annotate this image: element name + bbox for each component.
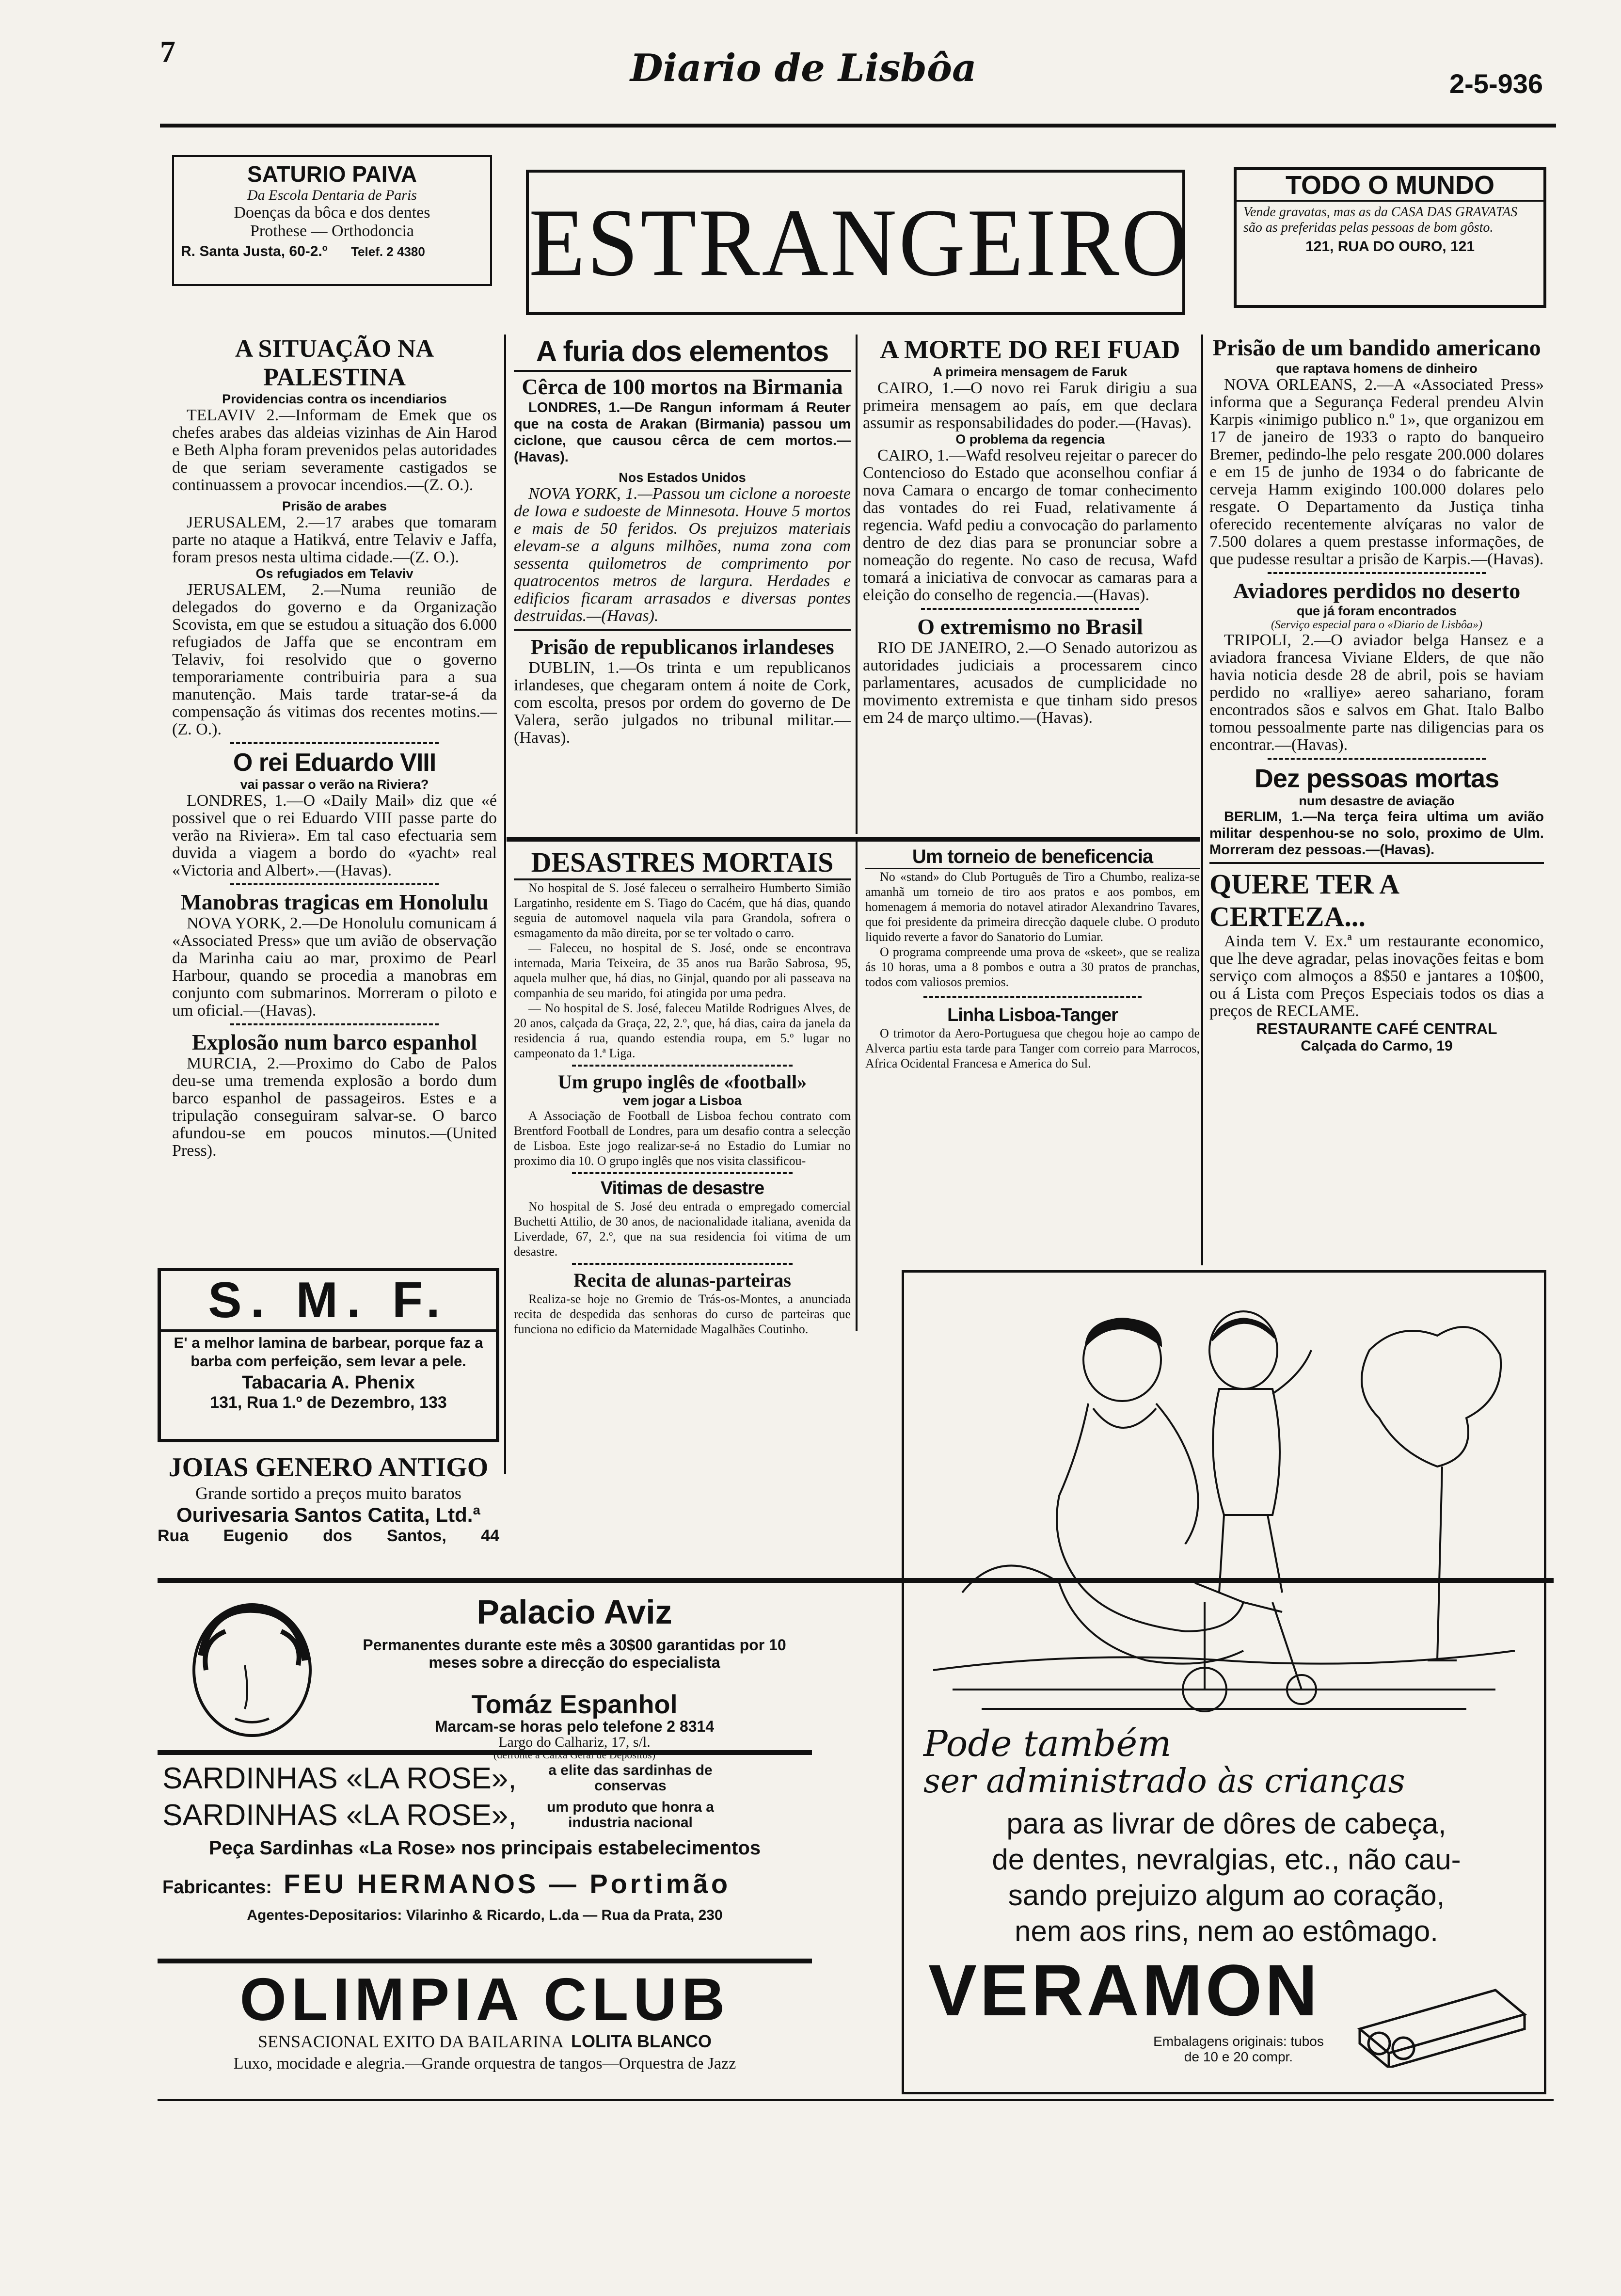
article-headline: Aviadores perdidos no deserto: [1233, 578, 1521, 603]
ad-brand: SARDINHAS «LA ROSE»,: [162, 1798, 517, 1832]
ad-line: de dentes, nevralgias, etc., não cau-: [992, 1843, 1461, 1876]
ad-text: Luxo, mocidade e alegria.—Grande orquestra de tangos—Orquestra de Jazz: [233, 2055, 736, 2073]
article-text: NOVA YORK, 2.—De Honolulu comunicam á «Associated Press» que um avião de observação da Marinha caiu ao mar, proximo de Pearl Harbour, quando se procedia a manobras em conjunto com submarinos. Morreram o piloto e um oficial.—(Havas).: [172, 914, 497, 1020]
ad-veramon: [902, 1270, 1546, 2094]
veramon-package-icon: [1350, 1971, 1534, 2068]
ad-line: Prothese — Orthodoncia: [250, 222, 414, 240]
article-headline: Linha Lisboa-Tanger: [947, 1005, 1118, 1025]
article-subhead: Os refugiados em Telaviv: [255, 566, 413, 581]
column-rule: [856, 841, 858, 1331]
ad-sardinhas-la-rose: [162, 1760, 807, 1954]
column-1: [172, 335, 497, 1160]
article-text: NOVA ORLEANS, 2.—A «Associated Press» informa que a Segurança Federal prendeu Alvin Karpis «inimigo publico n.º 1», que organizou em 17 de janeiro de 1933 o rapto do banqueiro Bremer, pedindo-lhe pelo resgate 200.000 dolares e em 15 de junho de 1934 o do fabricante de cerveja Hamm exigindo 100.000 dolares pelo resgate. O Departamento da Justiça tinha oferecido recentemente alvíçaras no valor de 7.500 dolares a quem prestasse informações, de que pudesse resultar a prisão de Karpis.—(Havas).: [1209, 376, 1544, 568]
article-text: No «stand» do Club Português de Tiro a Chumbo, realiza-se amanhã um torneio de tiro aos pratos e aos pombos, em homenagem á memoria do notavel atirador Alexandrino Tavares, que foi presidente da primeira direcção daquele clube. O produto liquido reverte a favor do Sanatorio do Lumiar.: [865, 870, 1200, 944]
article-text: JERUSALEM, 2.—Numa reunião de delegados do governo e da Organização Scovista, em que se estudou a situação dos 6.000 refugiados de Jaffa que se encontram em Telaviv, foi resolvido que o governo temporariamente contribuiria para a sua manutenção. Mais tarde tratar-se-á da compensação ás vitimas dos recentes motins.—(Z. O.).: [172, 581, 497, 738]
decorative-rule: [507, 837, 1200, 842]
article-subhead: vem jogar a Lisboa: [623, 1093, 742, 1108]
middle-right: [865, 846, 1200, 1071]
ad-joias: [158, 1452, 499, 1546]
article-headline: Um grupo inglês de «football»: [557, 1071, 807, 1093]
article-subhead: Providencias contra os incendiarios: [222, 392, 447, 406]
article-headline: Cêrca de 100 mortos na Birmania: [522, 374, 843, 399]
ad-note: (defronte a Caixa Geral de Depositos): [493, 1749, 656, 1761]
article-text: DUBLIN, 1.—Os trinta e um republicanos irlandeses, que chegaram ontem á noite de Cork, com escolta, presos por ordem do governo de De Valera, serão julgados no tribunal militar.—(Havas).: [514, 659, 851, 747]
article-headline: Prisão de um bandido americano: [1212, 335, 1541, 361]
ad-text: E' a melhor lamina de barbear, porque faz a barba com perfeição, sem levar a pele.: [174, 1334, 483, 1370]
mother-child-illustration: [933, 1292, 1515, 1728]
article-text: TRIPOLI, 2.—O aviador belga Hansez e a aviadora francesa Viviane Elders, de que não havia noticia desde 28 de abril, pois se haviam perdido no «ralliye» aereo sahariano, foram encontrados sãos e salvos em Ghat. Italo Balbo tomou pessoalmente parte nas diligencias para os encontrar.—(Havas).: [1209, 631, 1544, 754]
ad-dancer: LOLITA BLANCO: [571, 2031, 712, 2051]
ad-address: 131, Rua 1.º de Dezembro, 133: [210, 1393, 447, 1412]
column-3: [863, 335, 1197, 727]
page-number: 7: [160, 34, 175, 69]
article-text: O programa compreende uma prova de «skeet», que se realiza ás 10 horas, uma a 8 pombos e outra a 30 pratos de pranchas, todos com valiosos premios.: [865, 945, 1200, 989]
middle-left: [514, 846, 851, 1337]
article-text: No hospital de S. José faleceu o serralheiro Humberto Simião Largatinho, residente em S. Tiago do Cacém, que há dias, quando seguia de automovel naquela vila para Grandola, sofrera o esmagamento da mão direita, por se ter voltado o carro.: [514, 881, 851, 940]
ad-text: Permanentes durante este mês a 30$00 garantidas por 10 meses sobre a direcção do especialista: [363, 1636, 786, 1671]
ad-tagline: um produto que honra a industria nacional: [547, 1799, 714, 1831]
article-headline: O extremismo no Brasil: [917, 614, 1143, 639]
article-headline: Vitimas de desastre: [600, 1178, 764, 1198]
article-headline: Recita de alunas-parteiras: [573, 1269, 791, 1291]
article-text: O trimotor da Aero-Portuguesa que chegou hoje ao campo de Alverca partiu esta tarde para Tanger com correio para Marrocos, Africa Ocidental Francesa e America do Sul.: [865, 1026, 1200, 1070]
article-headline: Explosão num barco espanhol: [191, 1030, 477, 1054]
newspaper-title: Diario de Lisbôa: [630, 46, 977, 90]
ad-brand: VERAMON: [928, 1949, 1320, 2031]
ad-maker: FEU HERMANOS — Portimão: [283, 1868, 731, 1899]
column-rule: [504, 335, 506, 1474]
ad-phone: Marcam-se horas pelo telefone 2 8314: [434, 1718, 715, 1735]
ad-shop: Tabacaria A. Phenix: [242, 1372, 415, 1393]
article-text: MURCIA, 2.—Proximo do Cabo de Palos deu-se uma tremenda explosão a bordo dum barco espanhol de passageiros. Estes e a tripulação conseguiram salvar-se. O barco afundou-se em poucos minutos.—(United Press).: [172, 1054, 497, 1160]
ad-palacio-aviz: [167, 1593, 807, 1761]
separator: [921, 608, 1139, 610]
masthead-rule: [160, 124, 1556, 128]
separator: [923, 996, 1142, 998]
ad-script-line: ser administrado às crianças: [923, 1762, 1405, 1801]
section-title: ESTRANGEIRO: [529, 189, 1190, 297]
separator: [1268, 758, 1486, 760]
article-headline: Prisão de republicanos irlandeses: [530, 635, 834, 659]
separator: [1268, 572, 1486, 574]
ad-line: Doenças da bôca e dos dentes: [234, 204, 430, 222]
ad-line: nem aos rins, nem ao estômago.: [1015, 1915, 1438, 1947]
column-rule: [856, 335, 858, 834]
ad-title: OLIMPIA CLUB: [239, 1966, 730, 2033]
article-text: BERLIM, 1.—Na terça feira ultima um avião militar despenhou-se no solo, proximo de Ulm. Morreram dez pessoas.—(Havas).: [1209, 809, 1544, 858]
ad-address: R. Santa Justa, 60-2.º: [181, 243, 328, 259]
article-headline: A SITUAÇÃO NA PALESTINA: [235, 335, 434, 391]
column-2: [514, 335, 851, 747]
separator: [572, 1263, 793, 1265]
column-4: [1209, 335, 1544, 1054]
article-headline: Dez pessoas mortas: [1254, 764, 1499, 793]
ad-packaging: Embalagens originais: tubos de 10 e 20 compr.: [1153, 2034, 1324, 2064]
article-subhead: A primeira mensagem de Faruk: [933, 365, 1128, 379]
ad-text: Grande sortido a preços muito baratos: [195, 1483, 461, 1503]
article-subhead: que raptava homens de dinheiro: [1276, 361, 1478, 376]
ad-address: Largo do Calhariz, 17, s/l.: [498, 1734, 651, 1750]
ad-line: sando prejuizo algum ao coração,: [1008, 1879, 1445, 1912]
ad-smf: [158, 1268, 499, 1442]
article-headline: Um torneio de beneficencia: [865, 846, 1200, 869]
ad-title: SATURIO PAIVA: [247, 161, 417, 187]
column-rule: [1201, 335, 1203, 1265]
issue-date: 2-5-936: [1449, 68, 1543, 99]
article-headline: A furia dos elementos: [536, 335, 829, 367]
article-subhead: Nos Estados Unidos: [619, 470, 746, 485]
separator: [572, 1172, 793, 1174]
article-text: — Faleceu, no hospital de S. José, onde se encontrava internada, Maria Teixeira, de 35 anos rua Barão Sabrosa, 95, aquela mulher que, há dias, no Ginjal, quando por ali passeava na companhia de seu marido, foi atingida por uma pedra.: [514, 941, 851, 1000]
decorative-rule: [158, 1959, 812, 1963]
separator: [230, 742, 439, 744]
ad-shop: RESTAURANTE CAFÉ CENTRAL: [1256, 1020, 1497, 1037]
article-text: Realiza-se hoje no Gremio de Trás-os-Montes, a anunciada recita de despedida das senhoras do curso de parteiras que funciona no edificio da Maternidade Magalhães Coutinho.: [514, 1292, 851, 1336]
ad-title: Palacio Aviz: [477, 1593, 672, 1631]
ad-line: para as livrar de dôres de cabeça,: [1006, 1807, 1446, 1840]
article-text: NOVA YORK, 1.—Passou um ciclone a noroeste de Iowa e sudoeste de Minnesota. Houve 5 mortos e mais de 50 feridos. Os prejuizos materiais elevam-se a alguns milhões, numa zona com sessenta quilometros de comprimento por quatrocentos metros de largura. Herdades e edificios ficaram arrasados e diversas pontes destruidas.—(Havas).: [514, 485, 851, 625]
ad-title: S. M. F.: [208, 1272, 449, 1328]
ad-tagline: a elite das sardinhas de conservas: [548, 1762, 713, 1794]
article-text: LONDRES, 1.—O «Daily Mail» diz que «é possivel que o rei Eduardo VIII passe parte do verão na Riviera». Em tal caso efectuaria sem duvida a viagem a bordo do «yacht» real «Victoria and Albert».—(Havas).: [172, 792, 497, 879]
ad-title: TODO O MUNDO: [1237, 170, 1543, 202]
article-subhead: O problema da regencia: [955, 432, 1105, 446]
article-text: LONDRES, 1.—De Rangun informam á Reuter que na costa de Arakan (Birmania) passou um ciclone, que causou cêrca de cem mortos.—(Havas).: [514, 400, 851, 465]
ad-script-line: Pode também: [923, 1723, 1172, 1765]
ad-address: 121, RUA DO OURO, 121: [1305, 239, 1475, 255]
article-text: TELAVIV 2.—Informam de Emek que os chefes arabes das aldeias vizinhas de Ain Harod e Beth Alpha foram prevenidos pelas autoridades de que seriam severamente castigados se continuassem a provocar incendios.—(Z. O.).: [172, 406, 497, 494]
ad-title: JOIAS GENERO ANTIGO: [168, 1452, 489, 1483]
ad-agent: Agentes-Depositarios: Vilarinho & Ricardo, L.da — Rua da Prata, 230: [247, 1907, 723, 1923]
ad-olimpia-club: [162, 1968, 807, 2085]
article-text: No hospital de S. José deu entrada o empregado comercial Buchetti Attilio, de 30 anos, de nacionalidade italiana, avenida da Liverdade, 67, 2.º, que na sua residencia foi vitima de um desastre.: [514, 1199, 851, 1259]
ad-line: Da Escola Dentaria de Paris: [247, 187, 417, 203]
ad-text: Vende gravatas, mas as da CASA DAS GRAVATAS são as preferidas pelas pessoas de bom gôsto.: [1243, 205, 1518, 235]
ad-address: Calçada do Carmo, 19: [1301, 1038, 1453, 1054]
article-text: CAIRO, 1.—Wafd resolveu rejeitar o parecer do Contencioso do Estado que aconselhou confiar á nova Camara o encargo de tomar conhecimento das vontades do rei Fuad, relativamente á regencia. Wafd pediu a convocação do parlamento dentro de dez dias para se pronunciar sobre a nomeação do regente. No caso de recusa, Wafd tomará a iniciativa de convocar as camaras para a eleição do conselho de regencia.—(Havas).: [863, 446, 1198, 604]
ad-text: Peça Sardinhas «La Rose» nos principais estabelecimentos: [208, 1837, 761, 1859]
ad-label: Fabricantes:: [162, 1877, 272, 1897]
article-subhead: Prisão de arabes: [282, 499, 387, 513]
article-headline: DESASTRES MORTAIS: [514, 846, 851, 880]
article-headline: A MORTE DO REI FUAD: [880, 335, 1180, 364]
article-text: A Associação de Football de Lisboa fechou contrato com Brentford Football de Londres, para um desafio contra a selecção de Lisboa. Este jogo realizar-se-á no Estadio do Lumiar no proximo dia 10. O grupo inglês que nos visita classificou-: [514, 1109, 851, 1168]
article-subhead: que já foram encontrados: [1296, 604, 1457, 618]
article-headline: O rei Eduardo VIII: [233, 749, 436, 777]
article-subhead: num desastre de aviação: [1299, 794, 1455, 808]
ad-brand: SARDINHAS «LA ROSE»,: [162, 1761, 517, 1795]
woman-portrait-illustration: [172, 1597, 332, 1743]
ad-address: Rua Eugenio dos Santos, 44: [158, 1527, 499, 1545]
article-headline: QUERE TER A CERTEZA...: [1209, 868, 1398, 932]
article-text: JERUSALEM, 2.—17 arabes que tomaram parte no ataque a Hatikvá, entre Telaviv e Jaffa, foram presos nesta ultima cidade.—(Z. O.).: [172, 513, 497, 566]
article-text: Ainda tem V. Ex.ª um restaurante economico, que lhe deve agradar, pelas inovações feitas e bom serviço com almoços a 8$50 e jantares a 10$00, ou á Lista com Preços Especiais todos os dias a preços de RECLAME.: [1209, 932, 1544, 1020]
ad-shop: Ourivesaria Santos Catita, Ltd.ª: [176, 1503, 481, 1526]
section-title-box: [526, 170, 1190, 315]
separator: [572, 1065, 793, 1067]
separator: [230, 1023, 439, 1025]
ad-phone: Telef. 2 4380: [351, 244, 425, 259]
ad-todo-o-mundo: [1234, 167, 1546, 308]
article-headline: Manobras tragicas em Honolulu: [180, 890, 489, 914]
article-text: CAIRO, 1.—O novo rei Faruk dirigiu a sua primeira mensagem ao país, em que declara assumir as responsabilidades do poder.—(Havas).: [863, 379, 1197, 432]
article-text: — No hospital de S. José, faleceu Matilde Rodrigues Alves, de 20 anos, calçada da Graça, 22, 2.º, que, há dias, caira da janela da residencia á rua, quando estendia roupa, em 5.º lugar no campeonato da 1.ª Liga.: [514, 1001, 851, 1060]
separator: [230, 883, 439, 885]
article-subhead: vai passar o verão na Riviera?: [240, 777, 429, 792]
ad-specialist: Tomáz Espanhol: [471, 1690, 678, 1719]
ad-text: SENSACIONAL EXITO DA BAILARINA: [258, 2032, 563, 2051]
ad-saturio-paiva: [172, 155, 492, 286]
bottom-rule: [158, 2099, 1554, 2101]
article-text: RIO DE JANEIRO, 2.—O Senado autorizou as autoridades judiciais a processarem cinco parlamentares, acusados de cumplicidade no movimento extremista e que tinham sido presos em 24 de março ultimo.—(Havas).: [863, 639, 1197, 727]
article-note: (Serviço especial para o «Diario de Lisbôa»): [1271, 619, 1482, 631]
